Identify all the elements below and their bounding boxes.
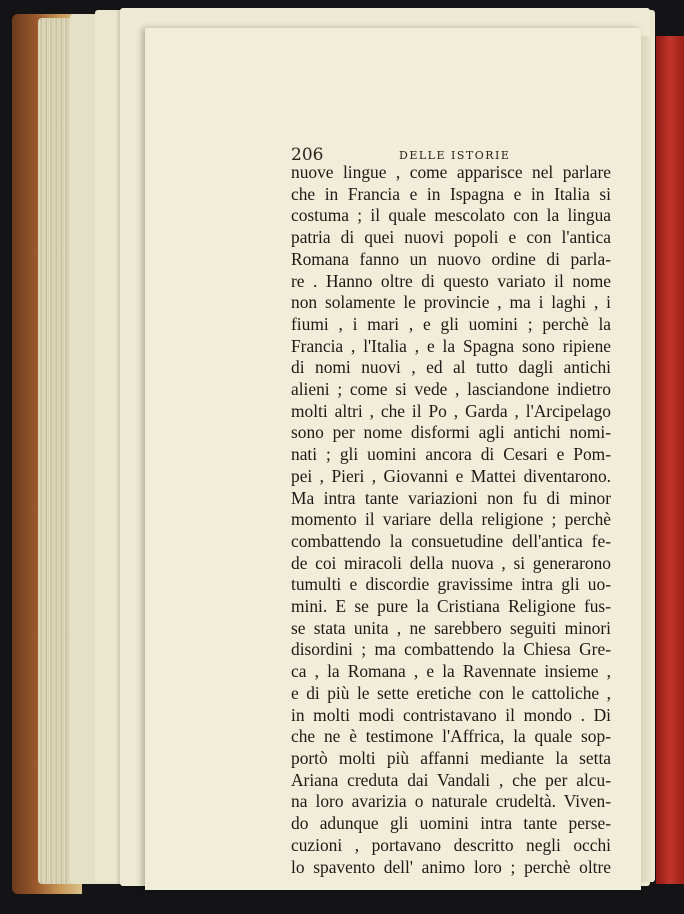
text-line: patria di quei nuovi popoli e con l'antica bbox=[291, 227, 611, 248]
text-line: na loro avarizia o naturale crudeltà. Viven- bbox=[291, 791, 611, 812]
page-number: 206 bbox=[291, 145, 324, 165]
text-line: se stata unita , ne sarebbero seguiti minori bbox=[291, 617, 611, 638]
text-line: do adunque gli uomini intra tante perse- bbox=[291, 813, 611, 834]
text-line: alieni ; come si vede , lasciandone indietro bbox=[291, 379, 611, 400]
text-line: nati ; gli uomini ancora di Cesari e Pom- bbox=[291, 444, 611, 465]
text-line: re . Hanno oltre di questo variato il nome bbox=[291, 270, 611, 291]
text-line: Romana fanno un nuovo ordine di parla- bbox=[291, 248, 611, 269]
text-line: de coi miracoli della nuova , si generarono bbox=[291, 552, 611, 573]
text-line: molti altri , che il Po , Garda , l'Arcipelago bbox=[291, 400, 611, 421]
text-line: e di più le sette eretiche con le cattoliche , bbox=[291, 682, 611, 703]
facing-page-edge bbox=[641, 36, 653, 882]
text-line: portò molti più affanni mediante la setta bbox=[291, 747, 611, 768]
text-line: momento il variare della religione ; perchè bbox=[291, 509, 611, 530]
body-text bbox=[291, 162, 611, 878]
text-line: tumulti e discordie gravissime intra gli uo- bbox=[291, 574, 611, 595]
text-line: non solamente le provincie , ma i laghi , i bbox=[291, 292, 611, 313]
text-line: combattendo la consuetudine dell'antica fe- bbox=[291, 530, 611, 551]
text-line: sono per nome disformi agli antichi nomi- bbox=[291, 422, 611, 443]
text-line: pei , Pieri , Giovanni e Mattei diventarono. bbox=[291, 465, 611, 486]
text-line: mini. E se pure la Cristiana Religione fus- bbox=[291, 596, 611, 617]
text-line: Ariana creduta dai Vandali , che per alcu- bbox=[291, 769, 611, 790]
red-page-edge bbox=[656, 36, 684, 884]
text-line: di nomi nuovi , ed al tutto dagli antichi bbox=[291, 357, 611, 378]
text-line: cuzioni , portavano descritto negli occhi bbox=[291, 834, 611, 855]
running-head: DELLE ISTORIE bbox=[399, 149, 511, 162]
text-line: che ne è testimone l'Affrica, la quale sop- bbox=[291, 726, 611, 747]
text-line: fiumi , i mari , e gli uomini ; perchè la bbox=[291, 313, 611, 334]
text-line: in molti modi contristavano il mondo . Di bbox=[291, 704, 611, 725]
text-line: ca , la Romana , e la Ravennate insieme , bbox=[291, 661, 611, 682]
text-line: che in Francia e in Ispagna e in Italia si bbox=[291, 183, 611, 204]
text-line: disordini ; ma combattendo la Chiesa Gre- bbox=[291, 639, 611, 660]
text-line: Francia , l'Italia , e la Spagna sono ripiene bbox=[291, 335, 611, 356]
text-line: nuove lingue , come apparisce nel parlare bbox=[291, 162, 611, 182]
text-line: costuma ; il quale mescolato con la lingua bbox=[291, 205, 611, 226]
text-line: Ma intra tante variazioni non fu di minor bbox=[291, 487, 611, 508]
text-line: lo spavento dell' animo loro ; perchè oltre bbox=[291, 856, 611, 877]
